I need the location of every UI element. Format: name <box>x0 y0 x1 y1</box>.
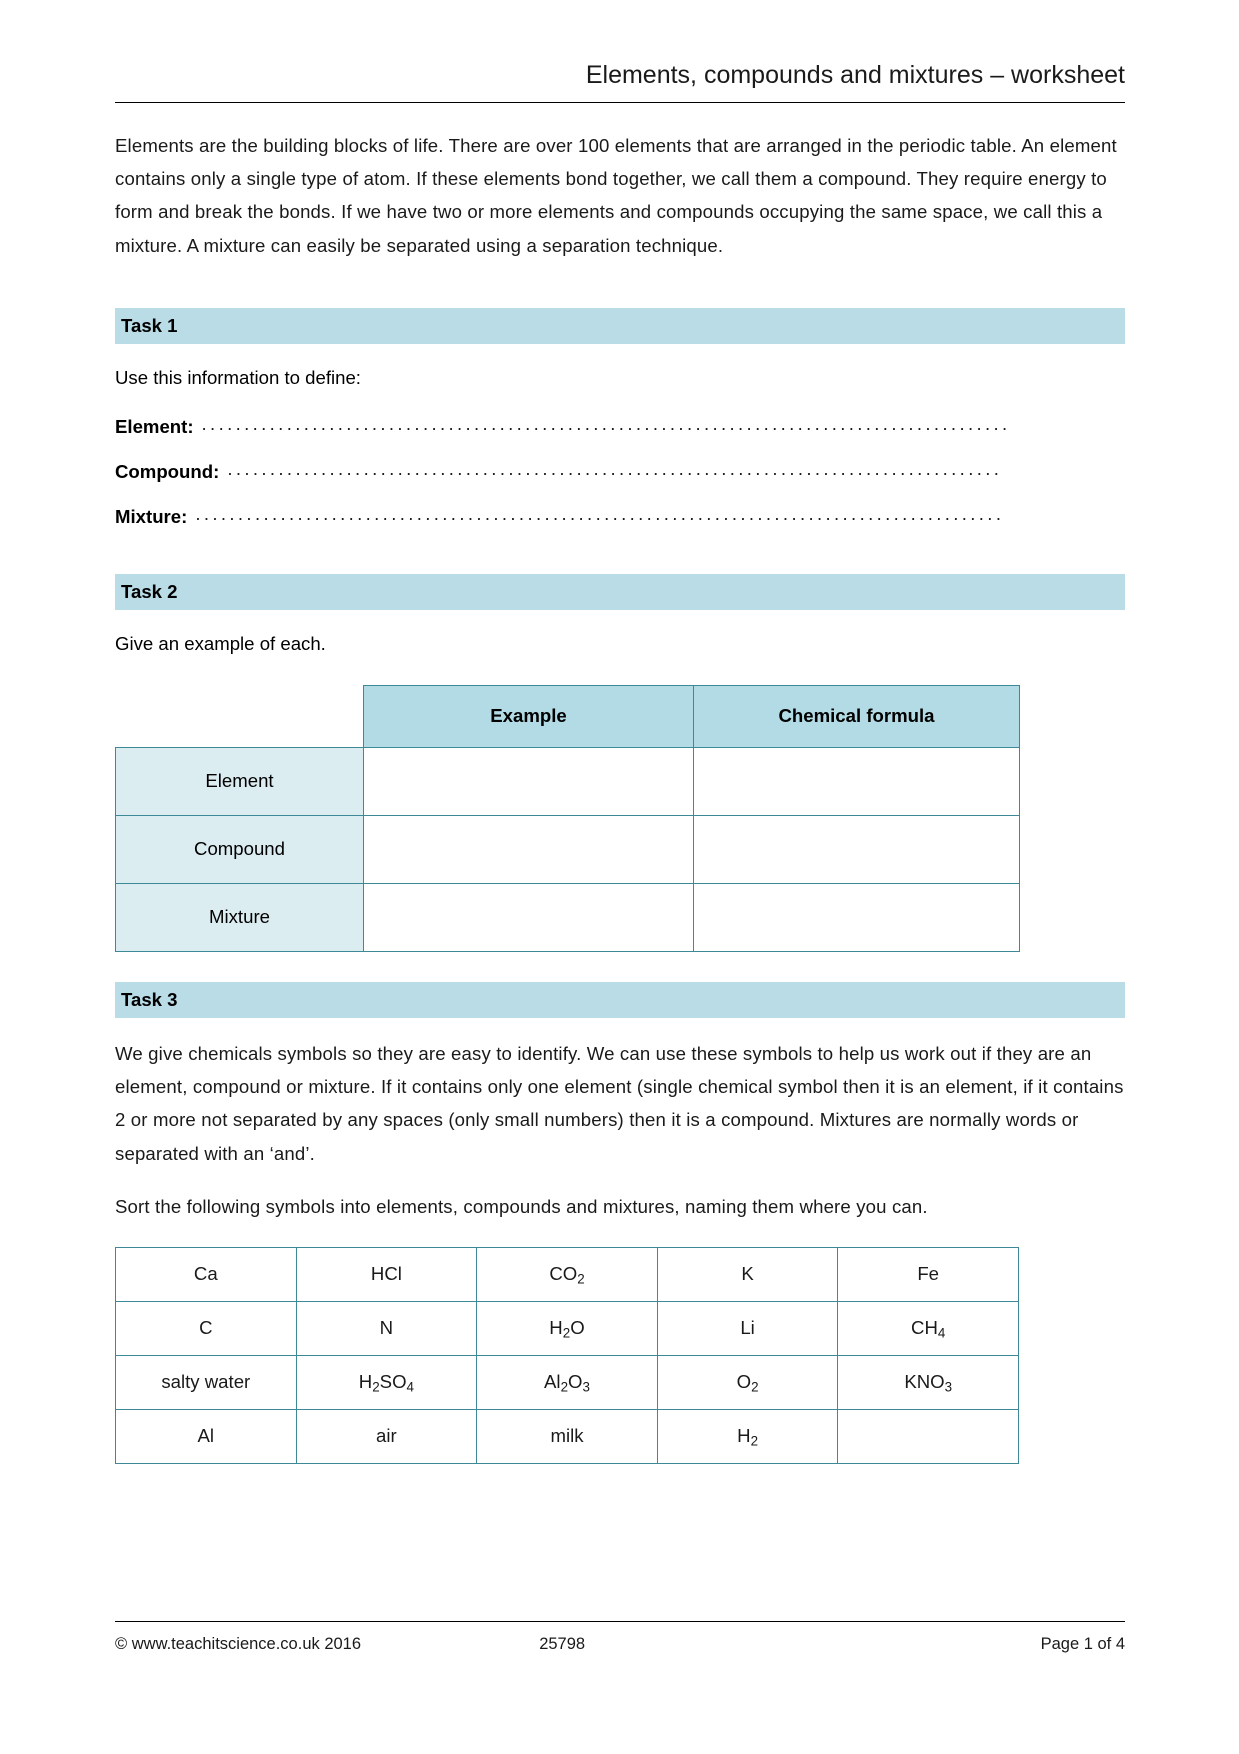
symbol-cell[interactable]: K <box>657 1247 838 1301</box>
footer-copyright: © www.teachitscience.co.uk 2016 <box>115 1635 362 1653</box>
fill-row-element <box>115 412 1125 438</box>
symbol-cell[interactable]: Al <box>116 1409 297 1463</box>
answer-cell-compound-formula[interactable] <box>694 815 1020 883</box>
fill-label-compound: Compound: <box>115 460 220 482</box>
task-2-instruction: Give an example of each. <box>115 633 326 655</box>
task-3-band: Task 3 <box>115 982 1125 1018</box>
answer-cell-mixture-example[interactable] <box>364 883 694 951</box>
symbol-cell[interactable]: $H_2$ <box>657 1409 838 1463</box>
spacer <box>115 1170 1125 1190</box>
spacer <box>115 528 1125 574</box>
symbol-cell[interactable]: salty water <box>116 1355 297 1409</box>
page-footer <box>115 1621 1125 1654</box>
table-row <box>116 1301 1019 1355</box>
symbol-cell[interactable]: C <box>116 1301 297 1355</box>
fill-label-element: Element: <box>115 415 194 437</box>
row-label-mixture: Mixture <box>116 883 364 951</box>
row-label-compound: Compound <box>116 815 364 883</box>
fill-row-mixture <box>115 502 1125 528</box>
symbol-cell[interactable]: HCl <box>296 1247 477 1301</box>
table-corner-cell <box>116 685 364 747</box>
symbol-grid-body <box>116 1247 1019 1463</box>
table-row <box>116 1409 1019 1463</box>
task-3-paragraph: We give chemicals symbols so they are easy to identify. We can use these symbols to help us work out if they are an element, compound or mixture. If it contains only one element (single chemical symbol then it is an element, if it contains 2 or more not separated by any spaces (only small numbers) then it is a compound. Mixtures are normally words or separated with an ‘and’. <box>115 1043 1124 1164</box>
table-row <box>116 1247 1019 1301</box>
footer-page-number: Page 1 of 4 <box>1040 1635 1125 1653</box>
answer-cell-mixture-formula[interactable] <box>694 883 1020 951</box>
symbol-cell[interactable]: $KNO_3$ <box>838 1355 1019 1409</box>
column-header-example: Example <box>364 685 694 747</box>
symbol-cell[interactable]: Fe <box>838 1247 1019 1301</box>
symbol-cell[interactable]: Li <box>657 1301 838 1355</box>
symbol-cell[interactable]: $Al_2O_3$ <box>477 1355 658 1409</box>
row-label-element: Element <box>116 747 364 815</box>
page-content <box>115 60 1125 1464</box>
task-3-body <box>115 1037 1125 1463</box>
answer-cell-compound-example[interactable] <box>364 815 694 883</box>
spacer <box>115 952 1125 982</box>
answer-cell-element-formula[interactable] <box>694 747 1020 815</box>
table-row <box>116 747 1020 815</box>
symbol-cell[interactable]: $CH_4$ <box>838 1301 1019 1355</box>
column-header-chemical-formula: Chemical formula <box>694 685 1020 747</box>
fill-dots-compound[interactable]: ........................................................................................... <box>227 457 1003 479</box>
task-2-body <box>115 629 1125 952</box>
task-1-body <box>115 363 1125 528</box>
fill-dots-mixture[interactable]: ............................................................................................... <box>195 502 1005 524</box>
fill-row-compound <box>115 457 1125 483</box>
footer-reference-number: 25798 <box>539 1635 586 1653</box>
symbol-cell-empty[interactable] <box>838 1409 1019 1463</box>
spacer <box>115 262 1125 308</box>
table-header-row <box>116 685 1020 747</box>
table-row <box>116 883 1020 951</box>
symbol-cell[interactable]: Ca <box>116 1247 297 1301</box>
table-row <box>116 1355 1019 1409</box>
task-3-instruction: Sort the following symbols into elements, compounds and mixtures, naming them where you can. <box>115 1195 928 1217</box>
intro-paragraph: Elements are the building blocks of life. There are over 100 elements that are arranged in the periodic table. An element contains only a single type of atom. If these elements bond together, we call them a compound. They require energy to form and break the bonds. If we have two or more elements and compounds occupying the same space, we call this a mixture. A mixture can easily be separated using a separation technique. <box>115 135 1117 256</box>
symbol-cell[interactable]: $CO_2$ <box>477 1247 658 1301</box>
fill-label-mixture: Mixture: <box>115 505 188 527</box>
symbol-cell[interactable]: $O_2$ <box>657 1355 838 1409</box>
task-1-instruction: Use this information to define: <box>115 367 361 388</box>
task-1-band: Task 1 <box>115 308 1125 344</box>
symbol-grid-table <box>115 1247 1019 1464</box>
task-2-band: Task 2 <box>115 574 1125 610</box>
page-title: Elements, compounds and mixtures – worksheet <box>115 60 1125 103</box>
fill-dots-element[interactable]: ............................................................................................... <box>201 412 1011 434</box>
symbol-cell[interactable]: $H_2O$ <box>477 1301 658 1355</box>
symbol-cell[interactable]: milk <box>477 1409 658 1463</box>
symbol-cell[interactable]: air <box>296 1409 477 1463</box>
examples-table <box>115 685 1020 952</box>
symbol-cell[interactable]: $H_2SO_4$ <box>296 1355 477 1409</box>
table-row <box>116 815 1020 883</box>
answer-cell-element-example[interactable] <box>364 747 694 815</box>
symbol-cell[interactable]: N <box>296 1301 477 1355</box>
